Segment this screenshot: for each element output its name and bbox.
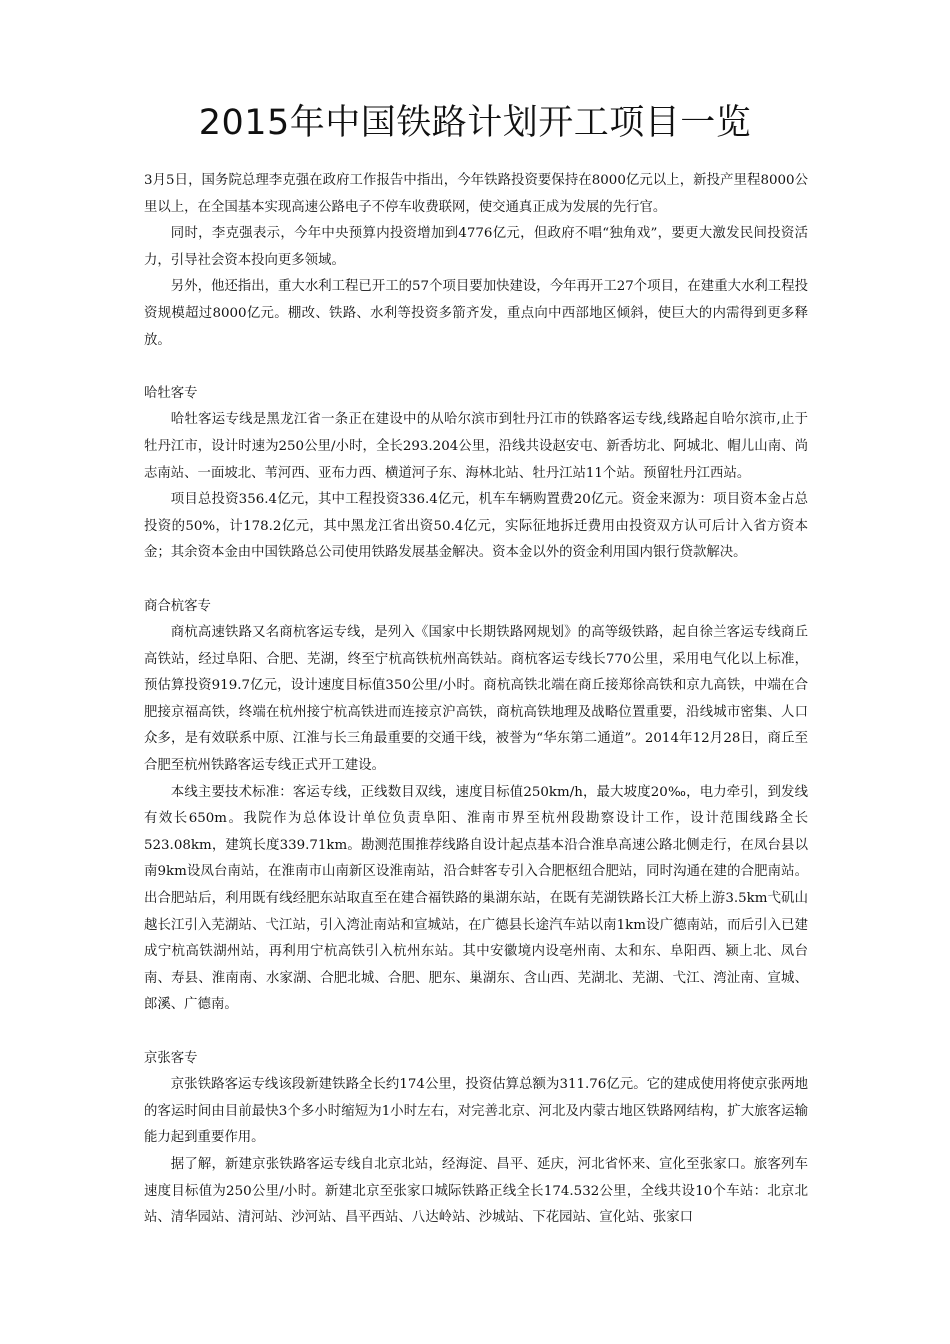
section-paragraph: 哈牡客运专线是黑龙江省一条正在建设中的从哈尔滨市到牡丹江市的铁路客运专线,线路起自哈尔滨市,止于牡丹江市，设计时速为250公里/小时，全长293.204公里，沿线共设赵安屯、新香坊北、阿城北、帽儿山南、尚志南站、一面坡北、苇河西、亚布力西、横道河子东、海林北站、牡丹江站11个站。预留牡丹江西站。 bbox=[144, 412, 808, 481]
section-spacer bbox=[144, 354, 808, 381]
section-paragraph: 京张铁路客运专线该段新建铁路全长约174公里，投资估算总额为311.76亿元。它的建成使用将使京张两地的客运时间由目前最快3个多小时缩短为1小时左右，对完善北京、河北及内蒙古地区铁路网结构，扩大旅客运输能力起到重要作用。 bbox=[144, 1077, 808, 1146]
section-paragraph: 本线主要技术标准：客运专线，正线数目双线，速度目标值250km/h，最大坡度20‰，电力牵引，到发线有效长650m。我院作为总体设计单位负责阜阳、淮南市界至杭州段勘察设计工作，设计范围线路全长523.08km，建筑长度339.71km。勘测范围推荐线路自设计起点基本沿合淮阜高速公路北侧走行，在凤台县以南9km设凤台南站，在淮南市山南新区设淮南站，沿合蚌客专引入合肥枢纽合肥站，同时沟通在建的合肥南站。出合肥站后，利用既有线经肥东站取直至在建合福铁路的巢湖东站，在既有芜湖铁路长江大桥上游3.5km弋矶山越长江引入芜湖站、弋江站，引入湾沚南站和宣城站，在广德县长途汽车站以南1km设广德南站，而后引入已建成宁杭高铁湖州站，再利用宁杭高铁引入杭州东站。其中安徽境内设亳州南、太和东、阜阳西、颍上北、凤台南、寿县、淮南南、水家湖、合肥北城、合肥、肥东、巢湖东、含山西、芜湖北、芜湖、弋江、湾沚南、宣城、郎溪、广德南。 bbox=[144, 784, 808, 1013]
section-paragraph: 据了解，新建京张铁路客运专线自北京北站，经海淀、昌平、延庆，河北省怀来、宣化至张家口。旅客列车速度目标值为250公里/小时。新建北京至张家口城际铁路正线全长174.532公里，全线共设10个车站：北京北站、清华园站、清河站、沙河站、昌平西站、八达岭站、沙城站、下花园站、宣化站、张家口 bbox=[144, 1156, 808, 1226]
section-heading-shangqiu-hefei-hangzhou: 商合杭客专 bbox=[144, 598, 211, 614]
section-heading-beijing-zhangjiakou: 京张客专 bbox=[144, 1050, 198, 1066]
section-spacer bbox=[144, 567, 808, 594]
section-heading-harbin-mudanjiang: 哈牡客专 bbox=[144, 385, 198, 401]
section-paragraph: 商杭高速铁路又名商杭客运专线，是列入《国家中长期铁路网规划》的高等级铁路，起自徐兰客运专线商丘高铁站，经过阜阳、合肥、芜湖，终至宁杭高铁杭州高铁站。商杭客运专线长770公里，采用电气化以上标准，预估算投资919.7亿元，设计速度目标值350公里/小时。商杭高铁北端在商丘接郑徐高铁和京九高铁，中端在合肥接京福高铁，终端在杭州接宁杭高铁进而连接京沪高铁，商杭高铁地理及战略位置重要，沿线城市密集、人口众多，是有效联系中原、江淮与长三角最重要的交通干线，被誉为“华东第二通道”。2014年12月28日，商丘至合肥至杭州铁路客运专线正式开工建设。 bbox=[144, 625, 808, 774]
intro-paragraph-2: 同时，李克强表示，今年中央预算内投资增加到4776亿元，但政府不唱“独角戏”，要更大激发民间投资活力，引导社会资本投向更多领域。 bbox=[144, 226, 808, 268]
intro-paragraph-1: 3月5日，国务院总理李克强在政府工作报告中指出，今年铁路投资要保持在8000亿元以上，新投产里程8000公里以上，在全国基本实现高速公路电子不停车收费联网，使交通真正成为发展的先行官。 bbox=[144, 173, 808, 215]
section-paragraph: 项目总投资356.4亿元，其中工程投资336.4亿元，机车车辆购置费20亿元。资金来源为：项目资本金占总投资的50%，计178.2亿元，其中黑龙江省出资50.4亿元，实际征地拆迁费用由投资双方认可后计入省方资本金；其余资本金由中国铁路总公司使用铁路发展基金解决。资本金以外的资金利用国内银行贷款解决。 bbox=[144, 492, 808, 561]
section-spacer bbox=[144, 1019, 808, 1046]
document-body bbox=[144, 168, 808, 1232]
page-title: 2015年中国铁路计划开工项目一览 bbox=[198, 103, 752, 143]
intro-paragraph-3: 另外，他还指出，重大水利工程已开工的57个项目要加快建设，今年再开工27个项目，在建重大水利工程投资规模超过8000亿元。棚改、铁路、水利等投资多箭齐发，重点向中西部地区倾斜，使巨大的内需得到更多释放。 bbox=[144, 279, 808, 348]
